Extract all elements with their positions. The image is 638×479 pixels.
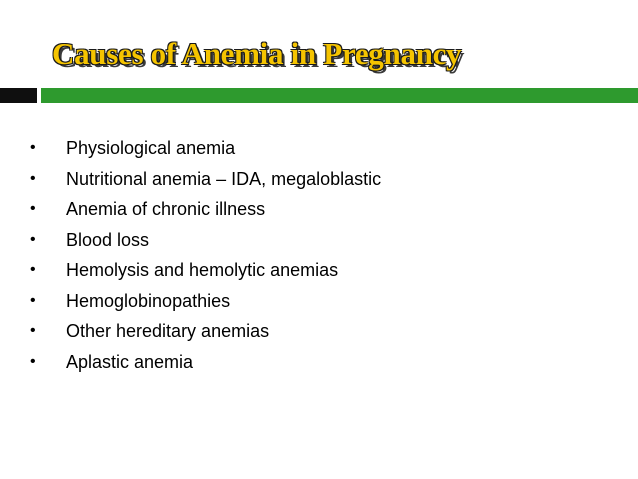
title-underline-green-bar	[41, 88, 638, 103]
bullet-icon: •	[30, 139, 36, 156]
bullet-icon: •	[30, 291, 36, 309]
bullet-text: Other hereditary anemias	[66, 321, 270, 341]
bullet-icon: •	[30, 200, 36, 217]
bullet-icon: •	[30, 322, 36, 339]
bullet-text: Hemoglobinopathies	[66, 290, 231, 311]
bullet-text: Blood loss	[66, 229, 150, 250]
bullet-text: Nutritional anemia – IDA, megaloblastic	[66, 168, 382, 189]
bullet-text: Physiological anemia	[66, 138, 236, 158]
bullet-icon: •	[30, 230, 36, 248]
bullet-icon: •	[30, 261, 36, 278]
bullet-text: Anemia of chronic illness	[66, 199, 266, 219]
bullet-text: Hemolysis and hemolytic anemias	[66, 260, 339, 280]
bullet-icon: •	[30, 352, 36, 370]
bullet-text: Aplastic anemia	[66, 351, 194, 372]
title-underline-dark-bar	[0, 88, 37, 103]
slide-title: Causes of Anemia in Pregnancy	[52, 36, 462, 71]
bullet-icon: •	[30, 169, 36, 187]
